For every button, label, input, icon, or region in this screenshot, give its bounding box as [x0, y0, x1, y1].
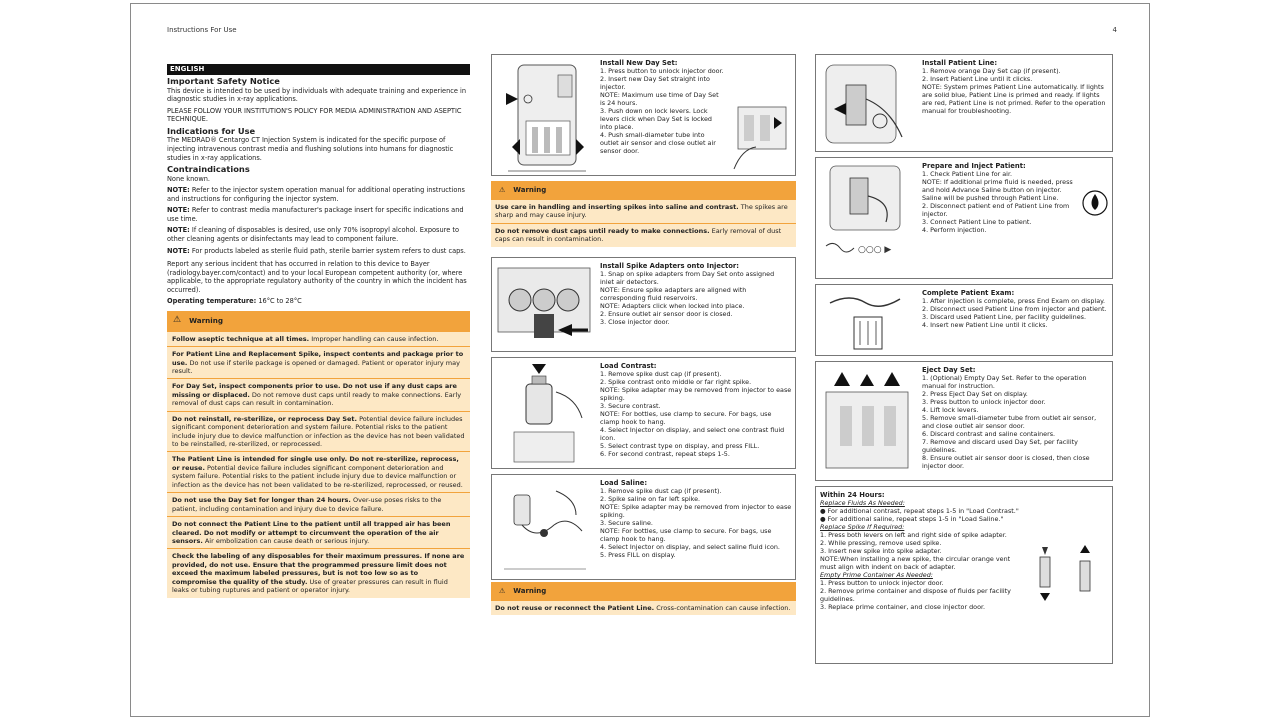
panel-prepare-inject — [815, 157, 1113, 279]
warning-item: Check the labeling of any disposables for their maximum pressures. If none are provided, do not use. Ensure that the programmed pressure limit does not exceed the maximum labeled pressures, but is not too low so as to compromise the quality of the study. Use of greater pressures can result in fluid leaks or tubing ruptures and patient or operator injury. — [167, 548, 470, 597]
eject-step-7: 7. Remove and discard used Day Set, per facility guidelines. — [922, 438, 1078, 455]
empty-prime-step-3: 3. Replace prime container, and close injector door. — [820, 603, 986, 612]
patient-line-step-1: 1. Remove orange Day Set cap (if present). — [922, 67, 1061, 76]
svg-text:○○○ ▶: ○○○ ▶ — [858, 245, 892, 255]
safety-notice-text: This device is intended to be used by individuals with adequate training and experience in diagnostic studies in x-ray applications. — [167, 86, 467, 104]
load-contrast-step-3: 3. Secure contrast. — [600, 402, 661, 411]
load-contrast-illustration — [496, 362, 592, 466]
eject-step-6: 6. Discard contrast and saline containers. — [922, 430, 1056, 439]
panel-install-day-set — [491, 54, 796, 176]
panel-load-contrast — [491, 357, 796, 469]
empty-prime-step-2: 2. Remove prime container and dispose of fluids per facility guidelines. — [820, 587, 1011, 604]
load-saline-step-4: 4. Select Injector on display, and select saline fluid icon. — [600, 543, 780, 552]
spike-adapters-note-2: NOTE: Adapters click when locked into place. — [600, 302, 745, 311]
load-saline-note-2: NOTE: For bottles, use clamp to secure. For bags, use clamp hook to hang. — [600, 527, 772, 544]
warning-header: ⚠ Warning — [491, 181, 796, 199]
page-number: 4 — [1112, 26, 1117, 34]
install-day-set-step-2: 2. Insert new Day Set straight into injector. — [600, 75, 710, 92]
empty-prime-step-1: 1. Press button to unlock injector door. — [820, 579, 944, 588]
complete-exam-step-1: 1. After injection is complete, press End Exam on display. — [922, 297, 1106, 306]
warning-item: For Day Set, inspect components prior to use. Do not use if any dust caps are missing or displaced. Do not remove dust caps until ready to make connections. Early removal of dust caps can result in contamination. — [167, 378, 470, 410]
indications-text: The MEDRAD® Centargo CT Injection System is indicated for the specific purpose of injecting intravenous contrast media and flushing solutions into humans for diagnostic studies in x-ray applications. — [167, 136, 454, 162]
language-banner: ENGLISH — [167, 64, 470, 75]
day-set-install-illustration — [498, 61, 592, 173]
replace-fluids-heading: Replace Fluids As Needed: — [820, 499, 905, 508]
load-contrast-step-5: 5. Select contrast type on display, and press FILL. — [600, 442, 760, 451]
spike-adapters-step-2: 2. Ensure outlet air sensor door is closed. — [600, 310, 733, 319]
load-saline-note-1: NOTE: Spike adapter may be removed from injector to ease spiking. — [600, 503, 792, 520]
empty-prime-heading: Empty Prime Container As Needed: — [820, 571, 933, 580]
complete-exam-illustration — [820, 289, 914, 353]
note-operation-manual: NOTE: Refer to the injector system operation manual for additional operating instructions and instructions for configuring the injector system. — [167, 186, 465, 203]
replace-spike-heading: Replace Spike If Required: — [820, 523, 905, 532]
operating-temperature: Operating temperature: 16°C to 28°C — [167, 297, 302, 306]
load-saline-step-3: 3. Secure saline. — [600, 519, 653, 528]
prepare-inject-illustration — [820, 162, 914, 276]
warning-item: Do not remove dust caps until ready to make connections. Early removal of dust caps can result in contamination. — [491, 223, 796, 247]
complete-exam-step-2: 2. Disconnect used Patient Line from injector and patient. — [922, 305, 1107, 314]
note-cleaning: NOTE: If cleaning of disposables is desired, use only 70% isopropyl alcohol. Exposure to other cleaning agents or disinfectants may lead to component failure. — [167, 226, 460, 243]
prepare-inject-step-2: 2. Disconnect patient end of Patient Line from injector. — [922, 202, 1070, 219]
replace-spike-illustration — [1030, 543, 1110, 603]
prepare-inject-step-3: 3. Connect Patient Line to patient. — [922, 218, 1032, 227]
install-day-set-step-1: 1. Press button to unlock injector door. — [600, 67, 724, 76]
within-24-hours-title: Within 24 Hours: — [820, 491, 885, 499]
prepare-inject-step-4: 4. Perform injection. — [922, 226, 987, 235]
spike-adapters-step-1: 1. Snap on spike adapters from Day Set onto assigned inlet air detectors. — [600, 270, 775, 287]
spike-adapter-illustration — [496, 262, 592, 348]
patient-line-note: NOTE: System primes Patient Line automatically. If lights are solid blue, Patient Line is primed and ready. If lights are red, Patient Line is not primed. Refer to the operation manual for troubleshooting. — [922, 83, 1106, 116]
install-day-set-step-3: 3. Push down on lock levers. Lock levers click when Day Set is locked into place. — [600, 107, 712, 132]
spike-adapters-step-3: 3. Close injector door. — [600, 318, 670, 327]
load-saline-step-5: 5. Press FILL on display. — [600, 551, 676, 560]
warning-panel-spikes — [491, 181, 796, 247]
replace-spike-step-3: 3. Insert new spike into spike adapter. — [820, 547, 942, 556]
warning-triangle-icon: ⚠ — [173, 314, 182, 325]
load-saline-title: Load Saline: — [600, 479, 648, 487]
spike-adapters-title: Install Spike Adapters onto Injector: — [600, 262, 739, 270]
eject-step-1: 1. (Optional) Empty Day Set. Refer to the operation manual for instruction. — [922, 374, 1087, 391]
replace-fluids-item: ● For additional saline, repeat steps 1-5 in "Load Saline." — [820, 515, 1004, 524]
complete-exam-step-4: 4. Insert new Patient Line until it clicks. — [922, 321, 1048, 330]
aseptic-policy-text: PLEASE FOLLOW YOUR INSTITUTION'S POLICY FOR MEDIA ADMINISTRATION AND ASEPTIC TECHNIQUE. — [167, 106, 462, 124]
panel-install-patient-line — [815, 54, 1113, 152]
eject-step-5: 5. Remove small-diameter tube from outlet air sensor, and close outlet air sensor door. — [922, 414, 1097, 431]
eject-step-8: 8. Ensure outlet air sensor door is closed, then close injector door. — [922, 454, 1090, 471]
safety-notice-heading: Important Safety Notice — [167, 76, 280, 87]
warning-item: Do not use the Day Set for longer than 24 hours. Over-use poses risks to the patient, including contamination and injury due to device failure. — [167, 492, 470, 516]
eject-step-3: 3. Press button to unlock injector door. — [922, 398, 1046, 407]
warning-item: For Patient Line and Replacement Spike, inspect contents and package prior to use. Do not use if sterile package is opened or damaged. Patient or operator injury may result. — [167, 346, 470, 378]
load-saline-illustration — [496, 481, 592, 575]
note-contrast-insert: NOTE: Refer to contrast media manufacturer's package insert for specific indications and use time. — [167, 206, 464, 223]
warning-item: The Patient Line is intended for single use only. Do not re-sterilize, reprocess, or reuse. Potential device failure includes significant component deterioration and system failure. Potential risks to the patient include injury due to device malfunction or infection as the device has not been validated to be re-sterilized, reprocessed, or reused. — [167, 451, 470, 492]
patient-line-install-illustration — [820, 59, 914, 149]
complete-exam-title: Complete Patient Exam: — [922, 289, 1015, 297]
warning-item: Use care in handling and inserting spikes into saline and contrast. The spikes are sharp and may cause injury. — [491, 199, 796, 223]
panel-within-24-hours — [815, 486, 1113, 664]
contraindications-heading: Contraindications — [167, 164, 250, 175]
load-contrast-title: Load Contrast: — [600, 362, 657, 370]
panel-complete-exam — [815, 284, 1113, 356]
prepare-inject-note: NOTE: If additional prime fluid is needed, press and hold Advance Saline button on injector. Saline will be pushed through Patient Line. — [922, 178, 1073, 203]
warning-triangle-icon: ⚠ — [499, 186, 506, 194]
patient-line-step-2: 2. Insert Patient Line until it clicks. — [922, 75, 1033, 84]
load-saline-step-2: 2. Spike saline on far left spike. — [600, 495, 701, 504]
warning-triangle-icon: ⚠ — [499, 587, 506, 595]
indications-heading: Indications for Use — [167, 125, 256, 136]
warning-panel-patient-line — [491, 582, 796, 615]
install-day-set-step-4: 4. Push small-diameter tube into outlet air sensor and close outlet air sensor door. — [600, 131, 716, 156]
warning-header: ⚠ Warning — [491, 582, 796, 600]
replace-spike-note: NOTE:When installing a new spike, the circular orange vent must align with indent on back of adapter. — [820, 555, 1011, 572]
load-contrast-step-2: 2. Spike contrast onto middle or far right spike. — [600, 378, 752, 387]
load-contrast-step-1: 1. Remove spike dust cap (if present). — [600, 370, 722, 379]
incident-report-text: Report any serious incident that has occurred in relation to this device to Bayer (radiology.bayer.com/contact) and to your local European competent authority (or, where applicable, to the appropriate regulatory authority of the country in which the incident has occurred). — [167, 260, 467, 294]
spike-adapters-note-1: NOTE: Ensure spike adapters are aligned with corresponding fluid reservoirs. — [600, 286, 747, 303]
warning-item: Do not reuse or reconnect the Patient Line. Cross-contamination can cause infection. — [491, 600, 796, 615]
warning-item: Do not connect the Patient Line to the patient until all trapped air has been cleared. Do not modify or attempt to circumvent the operation of the air sensors. Air embolization can cause death or serious injury. — [167, 516, 470, 548]
complete-exam-step-3: 3. Discard used Patient Line, per facility guidelines. — [922, 313, 1086, 322]
prepare-inject-step-1: 1. Check Patient Line for air. — [922, 170, 1013, 179]
eject-step-2: 2. Press Eject Day Set on display. — [922, 390, 1028, 399]
outlet-air-sensor-illustration — [728, 103, 792, 173]
note-sterile: NOTE: For products labeled as sterile fluid path, sterile barrier system refers to dust caps. — [167, 246, 466, 255]
panel-load-saline — [491, 474, 796, 580]
panel-spike-adapters — [491, 257, 796, 352]
document-header-title: Instructions For Use — [167, 26, 237, 34]
install-day-set-title: Install New Day Set: — [600, 59, 678, 67]
install-day-set-note: NOTE: Maximum use time of Day Set is 24 hours. — [600, 91, 719, 108]
replace-fluids-item: ● For additional contrast, repeat steps 1-5 in "Load Contrast." — [820, 507, 1019, 516]
document-page — [130, 3, 1150, 717]
load-saline-step-1: 1. Remove spike dust cap (if present). — [600, 487, 722, 496]
warning-header: ⚠ Warning — [167, 311, 470, 331]
load-contrast-step-4: 4. Select Injector on display, and select one contrast fluid icon. — [600, 426, 785, 443]
eject-day-set-illustration — [820, 366, 914, 478]
load-contrast-note-2: NOTE: For bottles, use clamp to secure. For bags, use clamp hook to hang. — [600, 410, 772, 427]
replace-spike-step-2: 2. While pressing, remove used spike. — [820, 539, 942, 548]
warning-item: Follow aseptic technique at all times. Improper handling can cause infection. — [167, 331, 470, 346]
saline-drop-icon — [1082, 188, 1108, 218]
contraindications-text: None known. — [167, 174, 210, 183]
load-contrast-note-1: NOTE: Spike adapter may be removed from injector to ease spiking. — [600, 386, 792, 403]
prepare-inject-title: Prepare and Inject Patient: — [922, 162, 1026, 170]
eject-day-set-title: Eject Day Set: — [922, 366, 976, 374]
eject-step-4: 4. Lift lock levers. — [922, 406, 979, 415]
column-safety-info — [167, 64, 470, 598]
load-contrast-step-6: 6. For second contrast, repeat steps 1-5. — [600, 450, 730, 459]
patient-line-title: Install Patient Line: — [922, 59, 998, 67]
replace-spike-step-1: 1. Press both levers on left and right side of spike adapter. — [820, 531, 1007, 540]
panel-eject-day-set — [815, 361, 1113, 481]
warning-item: Do not reinstall, re-sterilize, or reprocess Day Set. Potential device failure includes significant component deterioration and system failure. Potential risks to the patient include injury due to device malfunction or infection as the device has not been validated to be reinstalled, re-sterilized, or reprocessed. — [167, 411, 470, 452]
